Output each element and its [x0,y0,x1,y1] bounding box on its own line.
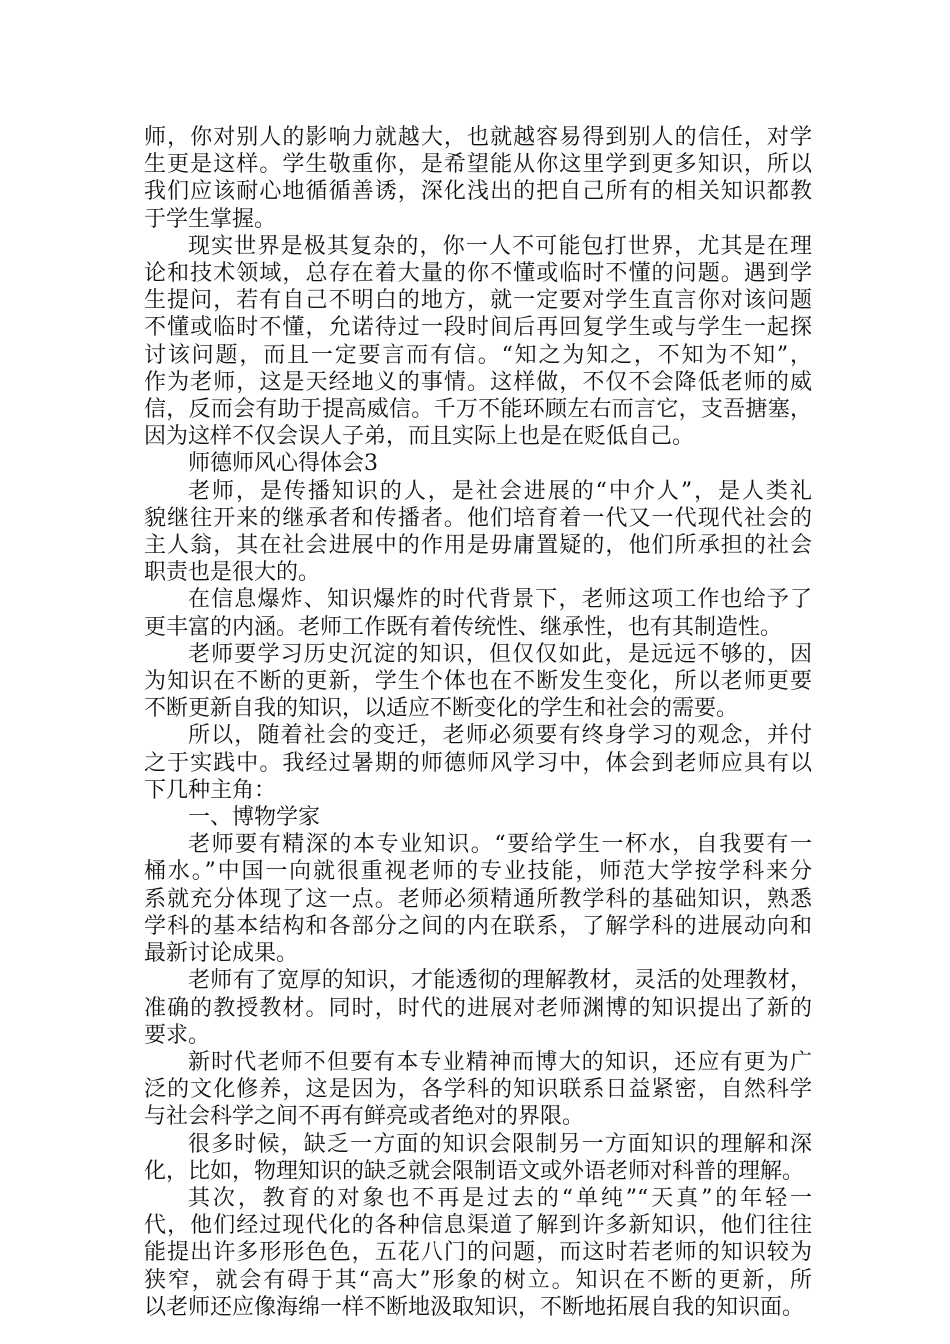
paragraph [144,124,812,233]
text-line: 生提问，若有自己不明白的地方，就一定要对学生直言你对该问题 [144,288,812,314]
text-line: 狭窄，就会有碍于其“高大”形象的树立。知识在不断的更新，所 [144,1267,812,1293]
text-line: 之于实践中。我经过暑期的师德师风学习中，体会到老师应具有以 [144,750,812,776]
paragraph [144,586,812,640]
text-line: 师，你对别人的影响力就越大，也就越容易得到别人的信任，对学 [144,125,812,150]
text-line: 桶水。”中国一向就很重视老师的专业技能，师范大学按学科来分 [144,859,812,885]
text-line: 老师要学习历史沉淀的知识，但仅仅如此，是远远不够的，因 [188,641,812,667]
text-line: 老师，是传播知识的人，是社会进展的“中介人”，是人类礼 [188,478,812,504]
text-line: 老师有了宽厚的知识，才能透彻的理解教材，灵活的处理教材， [188,968,812,994]
paragraph [144,831,812,967]
text-line: 很多时候，缺乏一方面的知识会限制另一方面知识的理解和深 [188,1131,812,1157]
text-line: 为知识在不断的更新，学生个体也在不断发生变化，所以老师更要 [144,669,812,695]
section-heading [144,804,812,831]
text-line: 与社会科学之间不再有鲜亮或者绝对的界限。 [144,1104,585,1130]
text-line: 作为老师，这是天经地义的事情。这样做，不仅不会降低老师的威 [144,369,812,395]
text-line: 代，他们经过现代化的各种信息渠道了解到许多新知识，他们往往 [144,1213,812,1239]
paragraph [144,722,812,804]
text-line: 要求。 [144,1022,211,1048]
text-line: 论和技术领域，总存在着大量的你不懂或临时不懂的问题。遇到学 [144,261,812,287]
paragraph [144,1185,812,1321]
text-line: 以老师还应像海绵一样不断地汲取知识，不断地拓展自我的知识面。 [144,1294,805,1320]
text-line: 信，反而会有助于提高威信。千万不能环顾左右而言它，支吾搪塞， [144,397,812,423]
text-line: 师德师风心得体会3 [188,451,378,477]
paragraph [144,641,812,723]
text-line: 讨该问题，而且一定要言而有信。“知之为知之，不知为不知”， [144,342,812,368]
text-line: 不懂或临时不懂，允诺待过一段时间后再回复学生或与学生一起探 [144,315,812,341]
paragraph [144,967,812,1049]
text-line: 能提出许多形形色色，五花八门的问题，而这时若老师的知识较为 [144,1240,812,1266]
paragraph [144,233,812,451]
text-line: 学科的基本结构和各部分之间的内在联系，了解学科的进展动向和 [144,913,812,939]
text-line: 一、博物学家 [188,805,321,831]
text-line: 准确的教授教材。同时，时代的进展对老师渊博的知识提出了新的 [144,995,812,1021]
paragraph [144,1049,812,1131]
text-line: 职责也是很大的。 [144,560,321,586]
text-line: 我们应该耐心地循循善诱，深化浅出的把自己所有的相关知识都教 [144,179,812,205]
text-line: 主人翁，其在社会进展中的作用是毋庸置疑的，他们所承担的社会 [144,533,812,559]
text-line: 在信息爆炸、知识爆炸的时代背景下，老师这项工作也给予了 [188,587,812,613]
text-line: 生更是这样。学生敬重你，是希望能从你这里学到更多知识，所以 [144,152,812,178]
text-line: 最新讨论成果。 [144,941,299,967]
text-line: 老师要有精深的本专业知识。“要给学生一杯水，自我要有一 [188,832,812,858]
text-line: 因为这样不仅会误人子弟，而且实际上也是在贬低自己。 [144,424,695,450]
text-line: 化，比如，物理知识的缺乏就会限制语文或外语老师对科普的理解。 [144,1158,805,1184]
text-line: 于学生掌握。 [144,206,277,232]
text-line: 泛的文化修养，这是因为，各学科的知识联系日益紧密，自然科学 [144,1077,812,1103]
paragraph [144,1131,812,1185]
document-body [144,124,812,1321]
text-line: 下几种主角： [144,777,277,803]
text-line: 系就充分体现了这一点。老师必须精通所教学科的基础知识，熟悉 [144,886,812,912]
text-line: 所以，随着社会的变迁，老师必须要有终身学习的观念，并付 [188,723,812,749]
text-line: 现实世界是极其复杂的，你一人不可能包打世界，尤其是在理 [188,233,812,259]
text-line: 新时代老师不但要有本专业精神而博大的知识，还应有更为广 [188,1049,812,1075]
paragraph [144,478,812,587]
text-line: 不断更新自我的知识，以适应不断变化的学生和社会的需要。 [144,696,739,722]
text-line: 其次，教育的对象也不再是过去的“单纯”“天真”的年轻一 [188,1185,812,1211]
text-line: 更丰富的内涵。老师工作既有着传统性、继承性，也有其制造性。 [144,614,783,640]
text-line: 貌继往开来的继承者和传播者。他们培育着一代又一代现代社会的 [144,505,812,531]
section-heading [144,450,812,477]
